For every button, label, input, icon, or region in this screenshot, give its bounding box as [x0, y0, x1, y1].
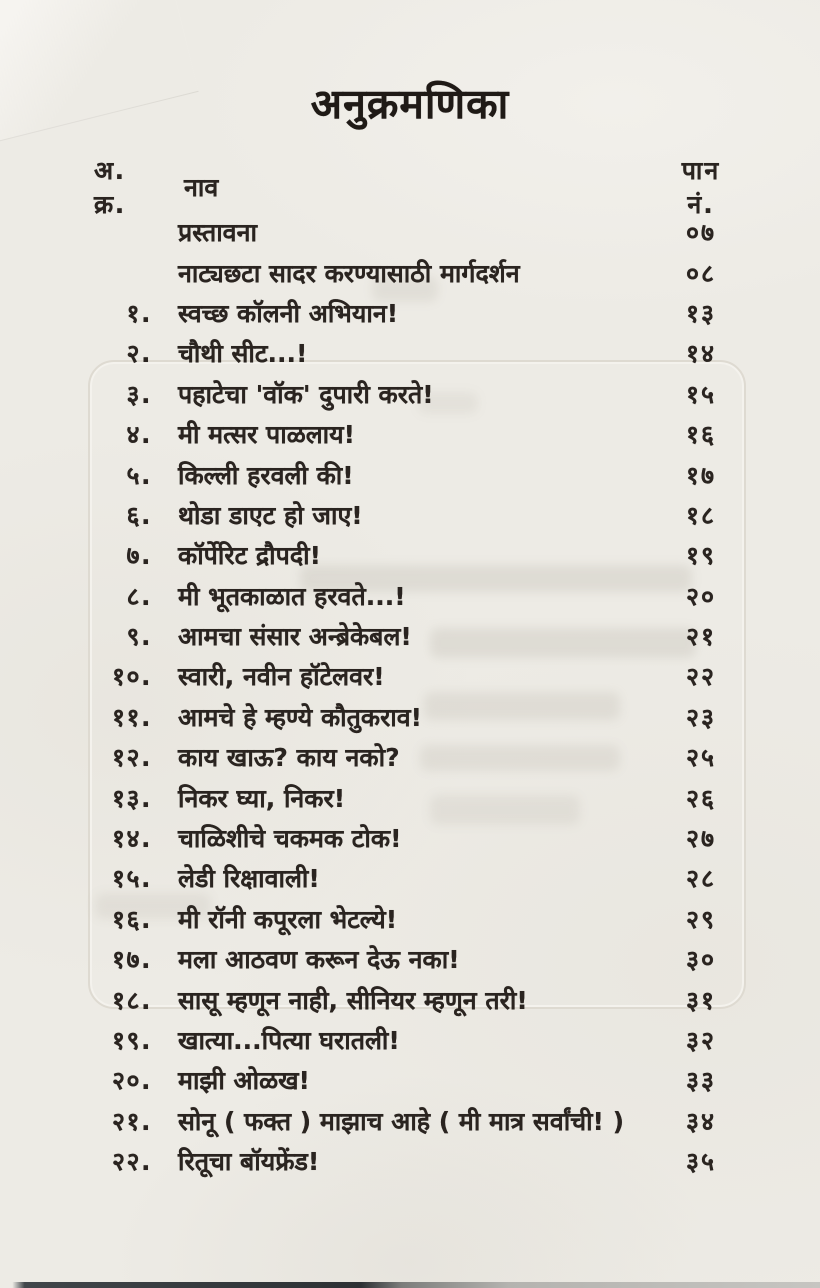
- table-row: [88, 414, 738, 454]
- column-header-name: नाव: [184, 173, 219, 202]
- entry-serial: ६.: [126, 500, 152, 530]
- table-row: [88, 333, 738, 373]
- table-row: [88, 777, 738, 817]
- entry-page: २६: [685, 783, 716, 813]
- table-row: [88, 979, 738, 1019]
- entry-serial: ९.: [126, 622, 152, 652]
- entry-page: १३: [685, 298, 716, 328]
- entry-serial: १४.: [112, 824, 152, 854]
- entry-serial: १२.: [112, 743, 152, 773]
- entry-title: नाट्यछटा सादर करण्यासाठी मार्गदर्शन: [178, 258, 520, 288]
- entry-serial: १८.: [112, 985, 152, 1015]
- table-row: [88, 939, 738, 979]
- page-title: अनुक्रमणिका: [310, 80, 510, 128]
- entry-title: खात्या...पित्या घरातली!: [178, 1026, 400, 1055]
- entry-title: लेडी रिक्षावाली!: [178, 864, 320, 894]
- entry-page: ३३: [685, 1066, 716, 1096]
- entry-title: स्वारी, नवीन हॉटेलवर!: [178, 662, 385, 692]
- table-row: [88, 495, 738, 535]
- scan-edge: [0, 1282, 820, 1288]
- entry-title: मला आठवण करून देऊ नका!: [178, 945, 460, 975]
- toc-table: [88, 156, 738, 1181]
- column-header-page: पान नं.: [681, 156, 721, 219]
- entry-title: चाळिशीचे चकमक टोक!: [178, 824, 402, 854]
- entry-page: ०७: [685, 218, 716, 248]
- table-row: [88, 252, 738, 292]
- entry-title: स्वच्छ कॉलनी अभियान!: [178, 298, 399, 328]
- column-header-serial: अ. क्र.: [94, 156, 126, 219]
- table-row: [88, 1020, 738, 1060]
- entry-title: कॉर्पेरिट द्रौपदी!: [178, 541, 321, 571]
- entry-title: माझी ओळख!: [178, 1066, 310, 1096]
- entry-serial: १०.: [112, 662, 152, 692]
- entry-page: २१: [685, 622, 716, 652]
- table-row: [88, 576, 738, 616]
- entry-title: काय खाऊ? काय नको?: [178, 743, 400, 773]
- table-row: [88, 818, 738, 858]
- entry-serial: २०.: [112, 1066, 152, 1096]
- entry-page: ३१: [685, 985, 716, 1015]
- entry-title: रितूचा बॉयफ्रेंड!: [178, 1147, 320, 1177]
- entry-page: ३४: [685, 1106, 716, 1136]
- table-row: [88, 454, 738, 494]
- entry-serial: १९.: [112, 1026, 152, 1055]
- table-row: [88, 1141, 738, 1181]
- entry-page: २५: [685, 743, 716, 773]
- table-row: [88, 697, 738, 737]
- entry-serial: १७.: [112, 945, 152, 975]
- entry-serial: १३.: [112, 783, 152, 813]
- entry-title: आमचे हे म्हण्ये कौतुकराव!: [178, 702, 423, 732]
- entry-page: १६: [685, 420, 716, 450]
- entry-page: १५: [685, 379, 716, 409]
- entry-title: मी रॉनी कपूरला भेटल्ये!: [178, 904, 398, 934]
- entry-serial: १६.: [112, 904, 152, 934]
- entry-serial: ५.: [126, 460, 152, 490]
- toc-header-row: [88, 156, 738, 219]
- entry-page: ३५: [685, 1147, 716, 1177]
- entry-title: मी मत्सर पाळलाय!: [178, 420, 356, 450]
- entry-serial: २१.: [112, 1106, 152, 1136]
- entry-title: प्रस्तावना: [178, 218, 257, 248]
- entry-title: मी भूतकाळात हरवते...!: [178, 581, 406, 611]
- entry-serial: ११.: [112, 702, 152, 732]
- table-row: [88, 293, 738, 333]
- table-row: [88, 899, 738, 939]
- entry-page: २०: [685, 581, 716, 611]
- entry-page: २८: [685, 864, 716, 894]
- entry-page: २२: [685, 662, 716, 692]
- table-row: [88, 656, 738, 696]
- entry-page: १४: [685, 339, 716, 369]
- entry-serial: ३.: [126, 379, 152, 409]
- table-row: [88, 858, 738, 898]
- table-row: [88, 1060, 738, 1100]
- entry-serial: १.: [126, 298, 152, 328]
- entry-page: २७: [685, 824, 716, 854]
- entry-serial: ४.: [126, 420, 152, 450]
- entry-title: पहाटेचा 'वॉक' दुपारी करते!: [178, 379, 434, 409]
- entry-page: २९: [685, 904, 716, 934]
- table-row: [88, 616, 738, 656]
- entry-page: २३: [685, 702, 716, 732]
- entry-title: आमचा संसार अन्ब्रेकेबल!: [178, 622, 412, 652]
- entry-page: ३०: [685, 945, 716, 975]
- entry-page: १९: [685, 541, 716, 571]
- entry-serial: १५.: [112, 864, 152, 894]
- entry-serial: २२.: [112, 1147, 152, 1177]
- toc-rows: [88, 212, 738, 1181]
- entry-title: निकर घ्या, निकर!: [178, 783, 346, 813]
- entry-title: चौथी सीट...!: [178, 339, 308, 369]
- table-row: [88, 212, 738, 252]
- entry-page: ३२: [685, 1026, 716, 1055]
- entry-page: ०८: [685, 258, 716, 288]
- entry-serial: २.: [126, 339, 152, 369]
- entry-serial: ८.: [126, 581, 152, 611]
- entry-title: सासू म्हणून नाही, सीनियर म्हणून तरी!: [178, 985, 528, 1015]
- entry-title: थोडा डाएट हो जाए!: [178, 500, 363, 530]
- table-row: [88, 1101, 738, 1141]
- table-row: [88, 737, 738, 777]
- entry-serial: ७.: [126, 541, 152, 571]
- entry-page: १७: [685, 460, 716, 490]
- entry-title: किल्ली हरवली की!: [178, 460, 354, 490]
- table-row: [88, 374, 738, 414]
- table-row: [88, 535, 738, 575]
- entry-title: सोनू ( फक्त ) माझाच आहे ( मी मात्र सर्वांची! ): [178, 1106, 625, 1136]
- entry-page: १८: [685, 500, 716, 530]
